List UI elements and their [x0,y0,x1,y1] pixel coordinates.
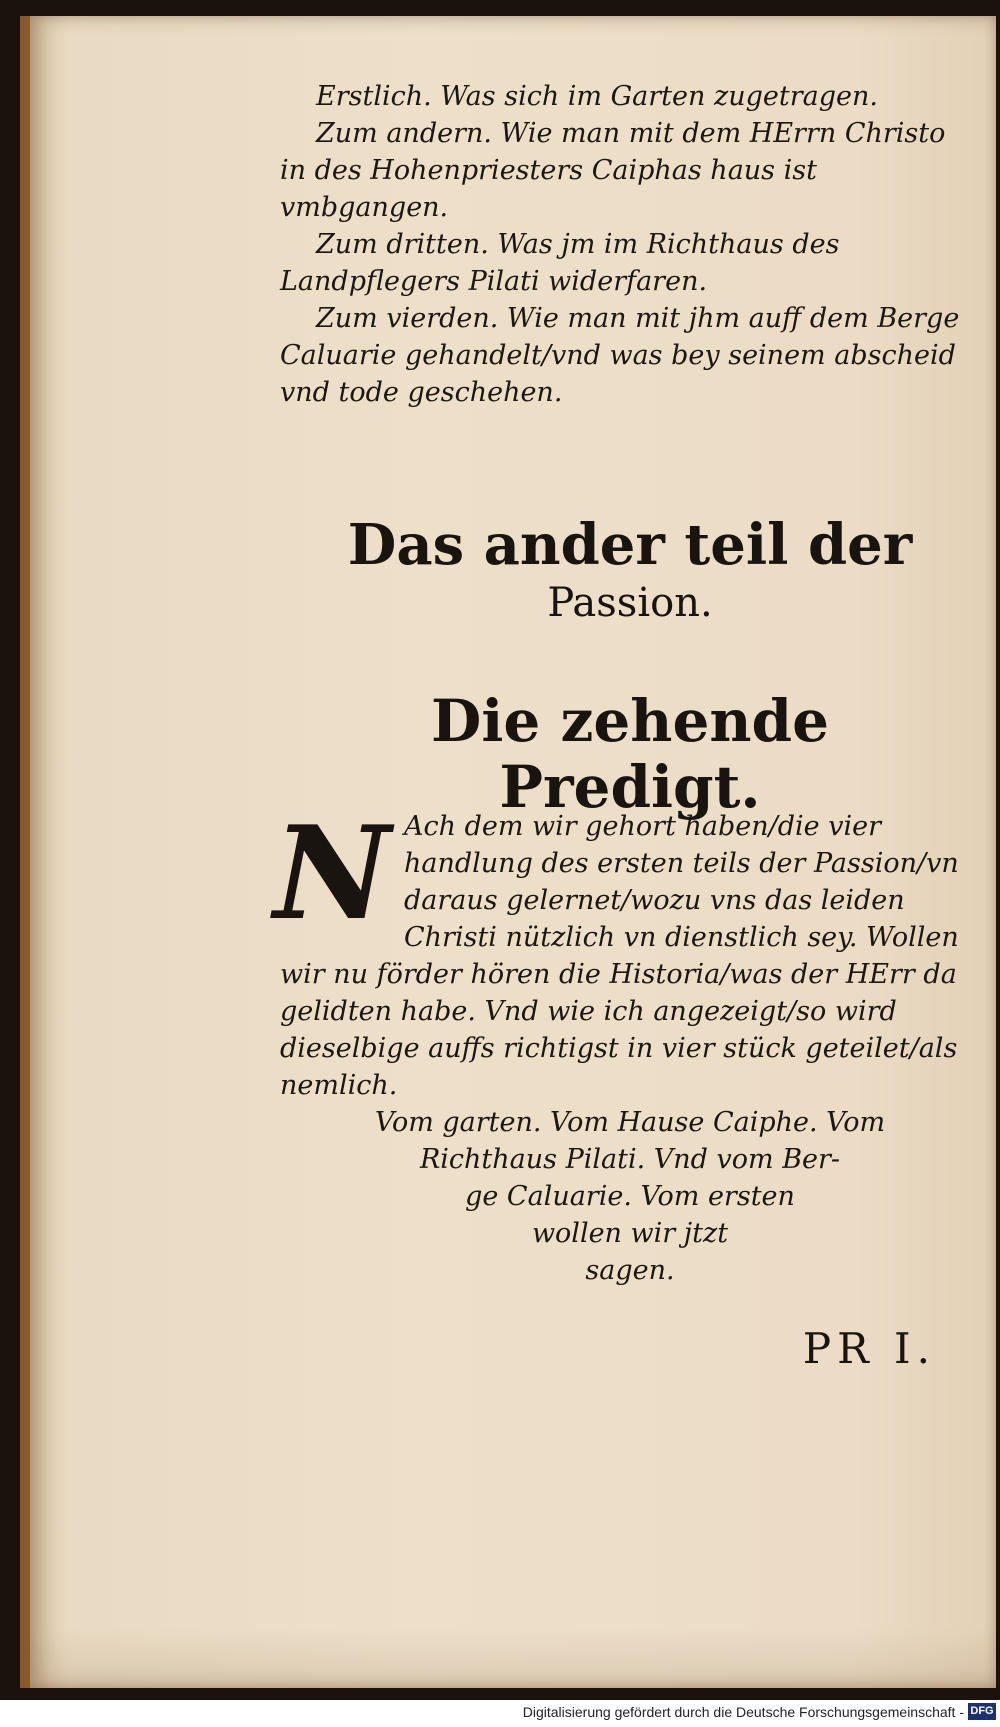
digitization-footer [0,1700,1000,1727]
intro-line-caluarie: Zum vierden. Wie man mit jhm auff dem Berge Caluarie gehandelt/vnd was bey seinem abscheid vnd tode geschehen. [280,303,960,408]
taper-line-1: Vom garten. Vom Hause Caiphe. Vom [374,1107,886,1138]
funding-note: Digitalisierung gefördert durch die Deutsche Forschungsgemeinschaft - [522,1704,964,1720]
sermon-body [273,799,980,1289]
intro-line-richthaus: Zum dritten. Was jm im Richthaus des Landpflegers Pilati widerfaren. [280,229,840,297]
taper-line-5: sagen. [585,1255,675,1286]
intro-list [280,78,970,411]
sermon-paragraph: Ach dem wir gehort haben/die vier handlung des ersten teils der Passion/vn daraus gelernet/wozu vns das leiden Christi nützlich vn dienstlich sey. Wollen wir nu förder hören die Historia/was der HErr da gelidten habe. Vnd wie ich angezeigt/so wird dieselbige auffs richtigst in vier stück geteilet/als nemlich. [280,811,959,1101]
intro-line-garden: Erstlich. Was sich im Garten zugetragen. [316,81,878,112]
part-heading-line1: Das ander teil der [347,512,913,578]
part-heading-line2: Passion. [547,580,713,626]
decorated-initial: N [273,799,391,949]
catchword: PR I. [802,1324,936,1373]
intro-line-caiphas: Zum andern. Wie man mit dem HErrn Christo in des Hohenpriesters Caiphas haus ist vmbgangen. [280,118,946,223]
taper-line-3: ge Caluarie. Vom ersten [465,1181,795,1212]
book-page [20,16,996,1688]
part-heading [310,514,950,630]
sermon-heading: Die zehende Predigt. [431,687,829,821]
dfg-logo: DFG [968,1703,996,1720]
taper-line-4: wollen wir jtzt [531,1218,729,1249]
taper-line-2: Richthaus Pilati. Vnd vom Ber- [419,1144,841,1175]
